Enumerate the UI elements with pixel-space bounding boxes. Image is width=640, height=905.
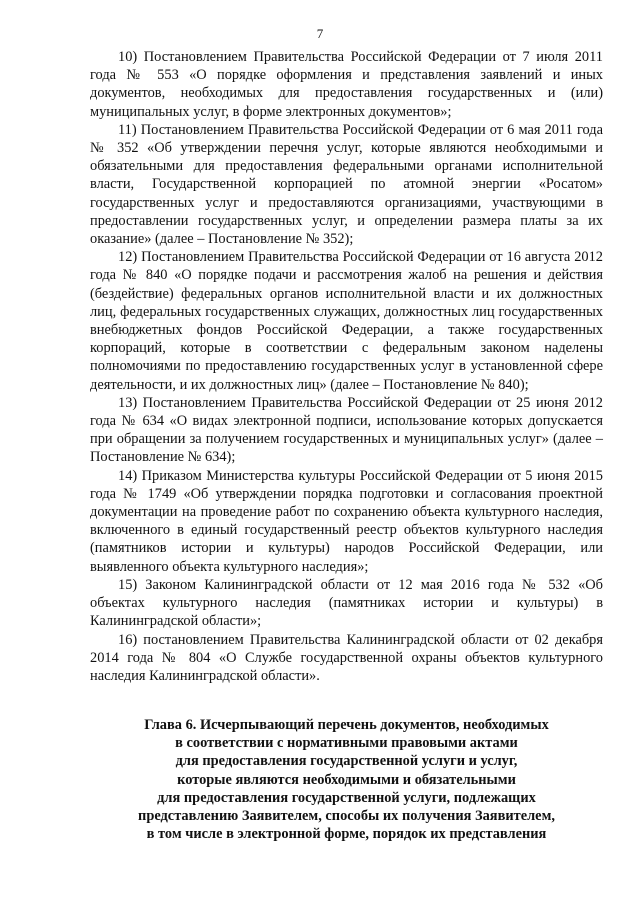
chapter-heading-line: для предоставления государственной услуги и услуг,	[175, 753, 518, 770]
chapter-heading-line: которые являются необходимыми и обязательными	[177, 771, 516, 788]
document-body	[90, 48, 603, 685]
list-item: 10) Постановлением Правительства Российской Федерации от 7 июля 2011 года № 553 «О порядке оформления и представления заявлений и иных документов, необходимых для предоставления государственных и (или) муниципальных услуг, в форме электронных документов»;	[90, 49, 603, 120]
list-item: 11) Постановлением Правительства Российской Федерации от 6 мая 2011 года № 352 «Об утверждении перечня услуг, которые являются необходимыми и обязательными для предоставления федеральными органами исполнительной власти, Государственной корпорацией по атомной энергии «Росатом» государственных услуг и предоставляются организациями, участвующими в предоставлении государственных услуг, и определении размера платы за их оказание» (далее – Постановление № 352);	[90, 121, 603, 248]
chapter-heading	[90, 716, 603, 843]
chapter-heading-line: представлению Заявителем, способы их получения Заявителем,	[138, 808, 555, 825]
chapter-heading-line: в том числе в электронной форме, порядок их представления	[146, 826, 547, 843]
chapter-heading-line: в соответствии с нормативными правовыми актами	[175, 735, 518, 752]
chapter-heading-line: для предоставления государственной услуги, подлежащих	[157, 789, 536, 806]
list-item: 15) Законом Калининградской области от 12 мая 2016 года № 532 «Об объектах культурного наследия (памятниках истории и культуры) в Калининградской области»;	[90, 576, 603, 630]
list-item: 14) Приказом Министерства культуры Российской Федерации от 5 июня 2015 года № 1749 «Об утверждении порядка подготовки и согласования проектной документации на проведение работ по сохранению объекта культурного наследия, включенного в единый государственный реестр объектов культурного наследия (памятников истории и культуры) народов Российской Федерации, или выявленного объекта культурного наследия»;	[90, 467, 603, 575]
list-item: 13) Постановлением Правительства Российской Федерации от 25 июня 2012 года № 634 «О видах электронной подписи, использование которых допускается при обращении за получением государственных и муниципальных услуг» (далее – Постановление № 634);	[90, 394, 603, 466]
list-item: 16) постановлением Правительства Калининградской области от 02 декабря 2014 года № 804 «О Службе государственной охраны объектов культурного наследия Калининградской области».	[90, 631, 603, 684]
list-item: 12) Постановлением Правительства Российской Федерации от 16 августа 2012 года № 840 «О порядке подачи и рассмотрения жалоб на решения и действия (бездействие) федеральных органов исполнительной власти и их должностных лиц, федеральных государственных служащих, должностных лиц государственных внебюджетных фондов Российской Федерации, а также государственных корпораций, которые в соответствии с федеральным законом наделены полномочиями по предоставлению государственных услуг в установленной сфере деятельности, и их должностных лиц» (далее – Постановление № 840);	[90, 249, 603, 393]
chapter-heading-line: Глава 6. Исчерпывающий перечень документов, необходимых	[144, 717, 549, 733]
page-number: 7	[316, 26, 324, 41]
